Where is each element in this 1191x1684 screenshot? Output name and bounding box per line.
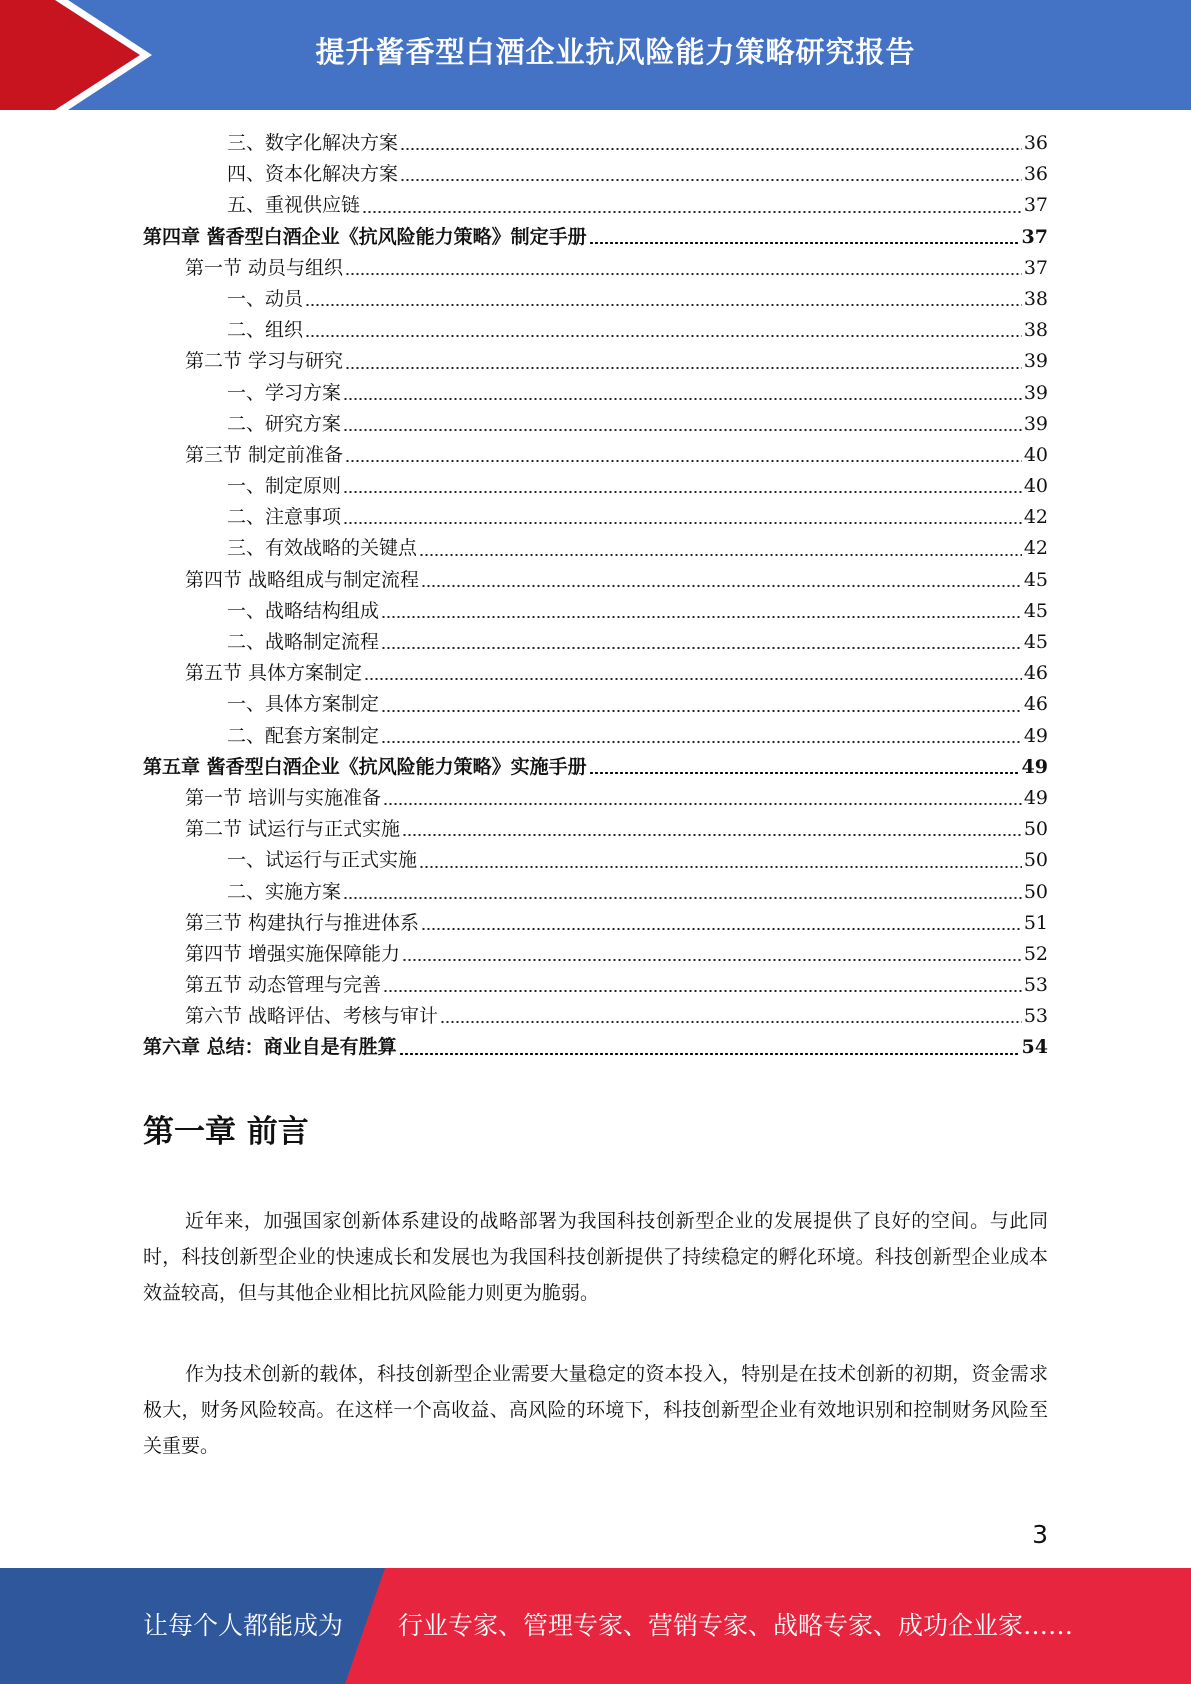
toc-entry[interactable]: [143, 253, 1048, 284]
toc-entry[interactable]: [143, 908, 1048, 939]
toc-entry-page: 49: [1023, 786, 1048, 809]
toc-dot-leader: [381, 710, 1022, 712]
toc-entry[interactable]: [143, 409, 1048, 440]
toc-dot-leader: [421, 585, 1022, 587]
toc-entry-label: 二、实施方案: [227, 880, 342, 903]
toc-dot-leader: [364, 678, 1022, 680]
toc-dot-leader: [343, 429, 1022, 431]
toc-entry-label: 二、研究方案: [227, 412, 342, 435]
toc-entry[interactable]: [143, 627, 1048, 658]
toc-dot-leader: [589, 242, 1020, 244]
toc-entry[interactable]: [143, 721, 1048, 752]
toc-entry-page: 40: [1023, 475, 1048, 498]
toc-dot-leader: [383, 990, 1022, 992]
toc-entry[interactable]: [143, 315, 1048, 346]
toc-dot-leader: [419, 866, 1022, 868]
toc-entry[interactable]: [143, 222, 1048, 253]
body-paragraph-1: 近年来，加强国家创新体系建设的战略部署为我国科技创新型企业的发展提供了良好的空间。与此同时，科技创新型企业的快速成长和发展也为我国科技创新提供了持续稳定的孵化环境。科技创新型企业成本效益较高，但与其他企业相比抗风险能力则更为脆弱。: [143, 1210, 1048, 1304]
toc-entry-label: 第二节 学习与研究: [185, 350, 344, 373]
toc-entry[interactable]: [143, 190, 1048, 221]
toc-entry-page: 49: [1021, 755, 1048, 778]
chapter-title: 第一章 前言: [143, 1114, 309, 1150]
toc-dot-leader: [440, 1021, 1022, 1023]
toc-entry-page: 38: [1023, 287, 1048, 310]
toc-entry[interactable]: [143, 471, 1048, 502]
toc-entry[interactable]: [143, 1032, 1048, 1063]
toc-dot-leader: [343, 522, 1022, 524]
toc-entry-page: 46: [1023, 662, 1048, 685]
toc-entry-page: 45: [1023, 599, 1048, 622]
toc-entry-label: 二、组织: [227, 319, 304, 342]
toc-entry-page: 40: [1023, 443, 1048, 466]
toc-entry-page: 54: [1021, 1036, 1048, 1059]
toc-dot-leader: [589, 772, 1020, 774]
toc-entry-page: 51: [1023, 911, 1048, 934]
toc-entry-label: 一、动员: [227, 287, 304, 310]
toc-entry[interactable]: [143, 596, 1048, 627]
page-footer: [0, 1568, 1191, 1684]
toc-entry-label: 第一节 培训与实施准备: [185, 786, 382, 809]
toc-dot-leader: [345, 273, 1022, 275]
toc-entry[interactable]: [143, 284, 1048, 315]
toc-entry-label: 第一节 动员与组织: [185, 256, 344, 279]
toc-dot-leader: [305, 304, 1022, 306]
toc-dot-leader: [402, 834, 1022, 836]
toc-entry-page: 39: [1023, 381, 1048, 404]
toc-entry-page: 42: [1023, 537, 1048, 560]
toc-entry[interactable]: [143, 1001, 1048, 1032]
toc-entry-page: 38: [1023, 319, 1048, 342]
toc-entry[interactable]: [143, 877, 1048, 908]
toc-entry-page: 53: [1023, 974, 1048, 997]
toc-dot-leader: [343, 491, 1022, 493]
toc-entry-page: 37: [1023, 256, 1048, 279]
toc-entry[interactable]: [143, 502, 1048, 533]
toc-entry[interactable]: [143, 970, 1048, 1001]
footer-slogan-left: 让每个人都能成为: [143, 1611, 344, 1640]
header-title: 提升酱香型白酒企业抗风险能力策略研究报告: [315, 35, 916, 69]
toc-entry-page: 49: [1023, 724, 1048, 747]
toc-dot-leader: [383, 803, 1022, 805]
toc-dot-leader: [345, 367, 1022, 369]
toc-entry-page: 52: [1023, 942, 1048, 965]
toc-entry[interactable]: [143, 440, 1048, 471]
toc-entry-page: 50: [1023, 818, 1048, 841]
toc-entry-label: 第四章 酱香型白酒企业《抗风险能力策略》制定手册: [143, 225, 587, 248]
toc-entry-page: 50: [1023, 849, 1048, 872]
toc-entry-label: 第四节 增强实施保障能力: [185, 942, 401, 965]
toc-entry[interactable]: [143, 658, 1048, 689]
body-paragraph-2: 作为技术创新的载体，科技创新型企业需要大量稳定的资本投入，特别是在技术创新的初期，资金需求极大，财务风险较高。在这样一个高收益、高风险的环境下，科技创新型企业有效地识别和控制财务风险至关重要。: [143, 1363, 1048, 1457]
toc-dot-leader: [381, 616, 1022, 618]
toc-entry[interactable]: [143, 533, 1048, 564]
toc-entry-label: 第五节 动态管理与完善: [185, 974, 382, 997]
toc-entry-page: 42: [1023, 506, 1048, 529]
toc-entry-label: 第三节 构建执行与推进体系: [185, 911, 420, 934]
toc-dot-leader: [419, 554, 1022, 556]
toc-entry-label: 三、数字化解决方案: [227, 132, 399, 154]
toc-entry-label: 第六章 总结：商业自是有胜算: [143, 1036, 397, 1059]
toc-dot-leader: [399, 1053, 1020, 1055]
toc-dot-leader: [362, 211, 1022, 213]
toc-entry[interactable]: [143, 783, 1048, 814]
toc-entry-label: 第四节 战略组成与制定流程: [185, 568, 420, 591]
toc-entry-label: 第三节 制定前准备: [185, 443, 344, 466]
toc-dot-leader: [345, 460, 1022, 462]
toc-entry-label: 五、重视供应链: [227, 194, 361, 217]
page-number: 3: [1032, 1520, 1048, 1549]
toc-entry-label: 第六节 战略评估、考核与审计: [185, 1005, 439, 1028]
toc-entry-label: 一、制定原则: [227, 475, 342, 498]
table-of-contents: [143, 128, 1048, 1064]
toc-entry[interactable]: [143, 565, 1048, 596]
page-header: [0, 0, 1191, 110]
toc-entry-page: 36: [1023, 132, 1048, 154]
toc-dot-leader: [343, 897, 1022, 899]
toc-entry-page: 53: [1023, 1005, 1048, 1028]
toc-entry[interactable]: [143, 845, 1048, 876]
toc-entry-page: 46: [1023, 693, 1048, 716]
toc-entry-label: 一、学习方案: [227, 381, 342, 404]
toc-entry[interactable]: [143, 346, 1048, 377]
toc-entry-page: 36: [1023, 163, 1048, 186]
toc-dot-leader: [421, 928, 1022, 930]
footer-slogan-right: 行业专家、管理专家、营销专家、战略专家、成功企业家……: [398, 1611, 1074, 1640]
toc-entry-page: 37: [1023, 194, 1048, 217]
toc-entry[interactable]: [143, 689, 1048, 720]
toc-dot-leader: [402, 959, 1022, 961]
toc-entry[interactable]: [143, 378, 1048, 409]
toc-entry[interactable]: [143, 814, 1048, 845]
toc-entry-label: 四、资本化解决方案: [227, 163, 399, 186]
toc-entry-page: 37: [1021, 225, 1048, 248]
toc-entry[interactable]: [143, 752, 1048, 783]
toc-entry-label: 一、试运行与正式实施: [227, 849, 418, 872]
toc-entry-page: 45: [1023, 568, 1048, 591]
toc-dot-leader: [381, 741, 1022, 743]
toc-dot-leader: [305, 335, 1022, 337]
toc-entry[interactable]: [143, 128, 1048, 159]
toc-entry-page: 39: [1023, 350, 1048, 373]
toc-dot-leader: [381, 647, 1022, 649]
toc-entry-label: 一、战略结构组成: [227, 599, 380, 622]
toc-dot-leader: [400, 179, 1022, 181]
toc-entry-label: 第五节 具体方案制定: [185, 662, 363, 685]
toc-entry-label: 第二节 试运行与正式实施: [185, 818, 401, 841]
toc-dot-leader: [400, 148, 1022, 150]
toc-entry-label: 三、有效战略的关键点: [227, 537, 418, 560]
toc-entry[interactable]: [143, 939, 1048, 970]
toc-entry-label: 二、配套方案制定: [227, 724, 380, 747]
toc-entry-page: 39: [1023, 412, 1048, 435]
toc-entry-label: 一、具体方案制定: [227, 693, 380, 716]
toc-entry-page: 45: [1023, 631, 1048, 653]
toc-entry-page: 50: [1023, 880, 1048, 903]
toc-entry-label: 二、战略制定流程: [227, 631, 380, 653]
toc-entry-label: 二、注意事项: [227, 506, 342, 529]
toc-entry-label: 第五章 酱香型白酒企业《抗风险能力策略》实施手册: [143, 755, 587, 778]
toc-entry[interactable]: [143, 159, 1048, 190]
toc-dot-leader: [343, 398, 1022, 400]
